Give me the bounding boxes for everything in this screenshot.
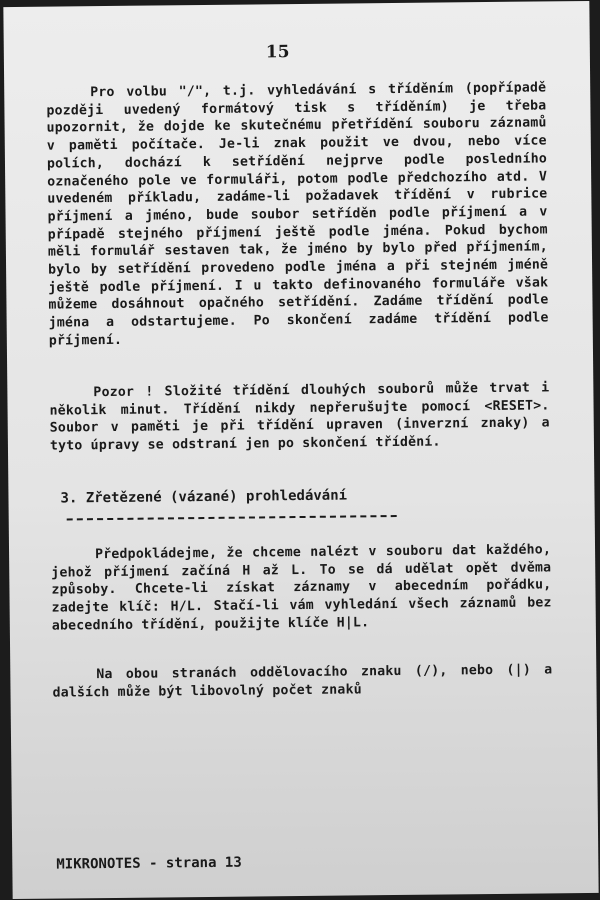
paragraph-sort-option: Pro volbu "/", t.j. vyhledávání s tříděním (popřípadě později uvedený formátový tisk s tříděním) je třeba upozornit, že dojde ke skutečnému přetřídění souboru záznamů v paměti počítače. Je-li znak použit ve dvou, nebo více polích, dochází k setřídění nejprve podle posledního označeného pole ve formuláři, potom podle předchozího atd. V uvedeném příkladu, zadáme-li požadavek třídění v rubrice příjmení a jméno, bude soubor setříděn podle příjmení a v případě stejného příjmení ještě podle jména. Pokud bychom měli formulář sestaven tak, že jméno by bylo před příjmením, bylo by setřídění provedeno podle jména a při stejném jméně ještě podle příjmení. I u takto definovaného formuláře však můžeme dosáhnout opačného setřídění. Zadáme třídění podle jména a odstartujeme. Po skončení zadáme třídění podle příjmení.: [46, 80, 549, 349]
page-footer: MIKRONOTES - strana 13: [56, 854, 242, 873]
paragraph-warning: Pozor ! Složité třídění dlouhých souborů může trvat i několik minut. Třídění nikdy nepřerušujte pomocí <RESET>. Soubor v paměti je při třídění upraven (inverzní znaky) a tyto úpravy se odstraní jen po skončení třídění.: [49, 380, 550, 454]
section-heading: 3. Zřetězené (vázané) prohledávání: [60, 487, 348, 507]
paragraph-separator: Na obou stranách oddělovacího znaku (/), nebo (|) a dalších může být libovolný počet znaků: [52, 662, 553, 701]
paragraph-chained-search: Předpokládejme, že chceme nalézt v souboru dat každého, jehož příjmení začíná H až L. To se dá udělat opět dvěma způsoby. Chcete-li získat záznamy v abecedním pořádku, zadejte klíč: H/L. Stačí-li vám vyhledání všech záznamů bez abecedního třídění, použijte klíče H|L.: [51, 542, 552, 634]
document-page: [3, 1, 598, 899]
heading-underline: [67, 515, 397, 520]
page-number: 15: [265, 42, 290, 63]
